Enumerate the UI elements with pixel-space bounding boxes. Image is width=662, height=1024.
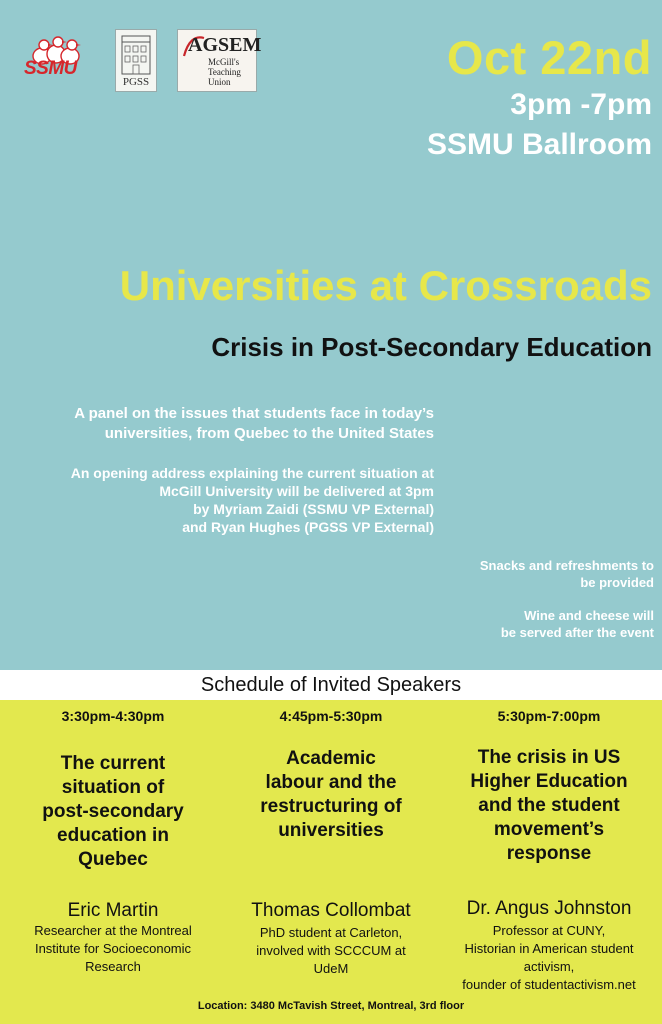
agsem-sub-line: Union [208, 77, 231, 87]
note-line: be served after the event [500, 625, 654, 640]
role-line: Institute for Socioeconomic [34, 941, 192, 956]
description-line: A panel on the issues that students face in today’s [74, 405, 434, 422]
talk-line: situation of [61, 777, 165, 798]
wine-note [501, 607, 654, 641]
event-time: 3pm -7pm [510, 88, 652, 121]
talk-line: Academic [286, 748, 376, 769]
role-line: Professor at CUNY, [492, 923, 606, 938]
agsem-logo-text: AGSEM [188, 34, 262, 56]
ssmu-logo-text: SSMU [24, 58, 77, 79]
agsem-sub-line: McGill's [208, 57, 240, 67]
speaker-name: Eric Martin [67, 900, 159, 921]
agsem-logo-subtitle [208, 57, 241, 87]
speaker-role [8, 922, 218, 976]
role-line: involved with SCCCUM at [256, 943, 406, 958]
role-line: Researcher at the Montreal [34, 923, 192, 938]
role-line: founder of studentactivism.net [462, 977, 636, 992]
talk-line: post-secondary [42, 801, 184, 822]
snacks-note [480, 557, 654, 591]
pgss-logo-text: PGSS [122, 76, 150, 88]
event-date: Oct 22nd [446, 31, 652, 84]
talk-line: The current [60, 753, 166, 774]
talk-line: movement’s [493, 819, 605, 840]
talk-line: education in [57, 825, 169, 846]
talk-line: and the student [478, 795, 620, 816]
description-line: by Myriam Zaidi (SSMU VP External) [193, 501, 434, 517]
agsem-sub-line: Teaching [208, 67, 241, 77]
role-line: Research [85, 959, 141, 974]
session-talk-title [8, 752, 218, 872]
ssmu-logo [22, 32, 94, 82]
note-line: Snacks and refreshments to [479, 558, 654, 573]
talk-line: Higher Education [470, 771, 628, 792]
role-line: activism, [523, 959, 575, 974]
pgss-building-icon [116, 32, 156, 78]
speaker-name: Dr. Angus Johnston [466, 898, 632, 919]
event-title: Universities at Crossroads [119, 262, 652, 309]
role-line: PhD student at Carleton, [259, 925, 403, 940]
agsem-logo [177, 29, 262, 92]
schedule-heading: Schedule of Invited Speakers [0, 670, 662, 700]
event-subtitle: Crisis in Post-Secondary Education [211, 332, 652, 362]
note-line: Wine and cheese will [524, 608, 654, 623]
description-line: and Ryan Hughes (PGSS VP External) [182, 519, 434, 535]
event-venue: SSMU Ballroom [426, 128, 652, 161]
talk-line: restructuring of [260, 796, 402, 817]
session-time: 4:45pm-5:30pm [279, 708, 383, 724]
panel-description [74, 404, 434, 444]
session-time: 5:30pm-7:00pm [497, 708, 601, 724]
description-line: McGill University will be delivered at 3pm [159, 483, 434, 499]
role-line: Historian in American student [464, 941, 634, 956]
speaker-name: Thomas Collombat [251, 900, 411, 921]
pgss-logo [115, 29, 157, 92]
speaker-role [440, 922, 658, 994]
session-talk-title [222, 747, 440, 843]
talk-line: response [506, 843, 592, 864]
talk-line: universities [278, 820, 384, 841]
description-line: universities, from Quebec to the United States [104, 425, 434, 442]
note-line: be provided [580, 575, 654, 590]
opening-address-description [71, 464, 434, 536]
role-line: UdeM [313, 961, 349, 976]
speaker-role [222, 924, 440, 978]
talk-line: labour and the [265, 772, 397, 793]
talk-line: The crisis in US [477, 747, 621, 768]
talk-line: Quebec [78, 849, 148, 870]
session-talk-title [440, 746, 658, 866]
schedule-section [0, 700, 662, 1024]
event-location: Location: 3480 McTavish Street, Montreal, 3rd floor [197, 1000, 465, 1012]
session-time: 3:30pm-4:30pm [61, 708, 165, 724]
description-line: An opening address explaining the current situation at [70, 465, 434, 481]
